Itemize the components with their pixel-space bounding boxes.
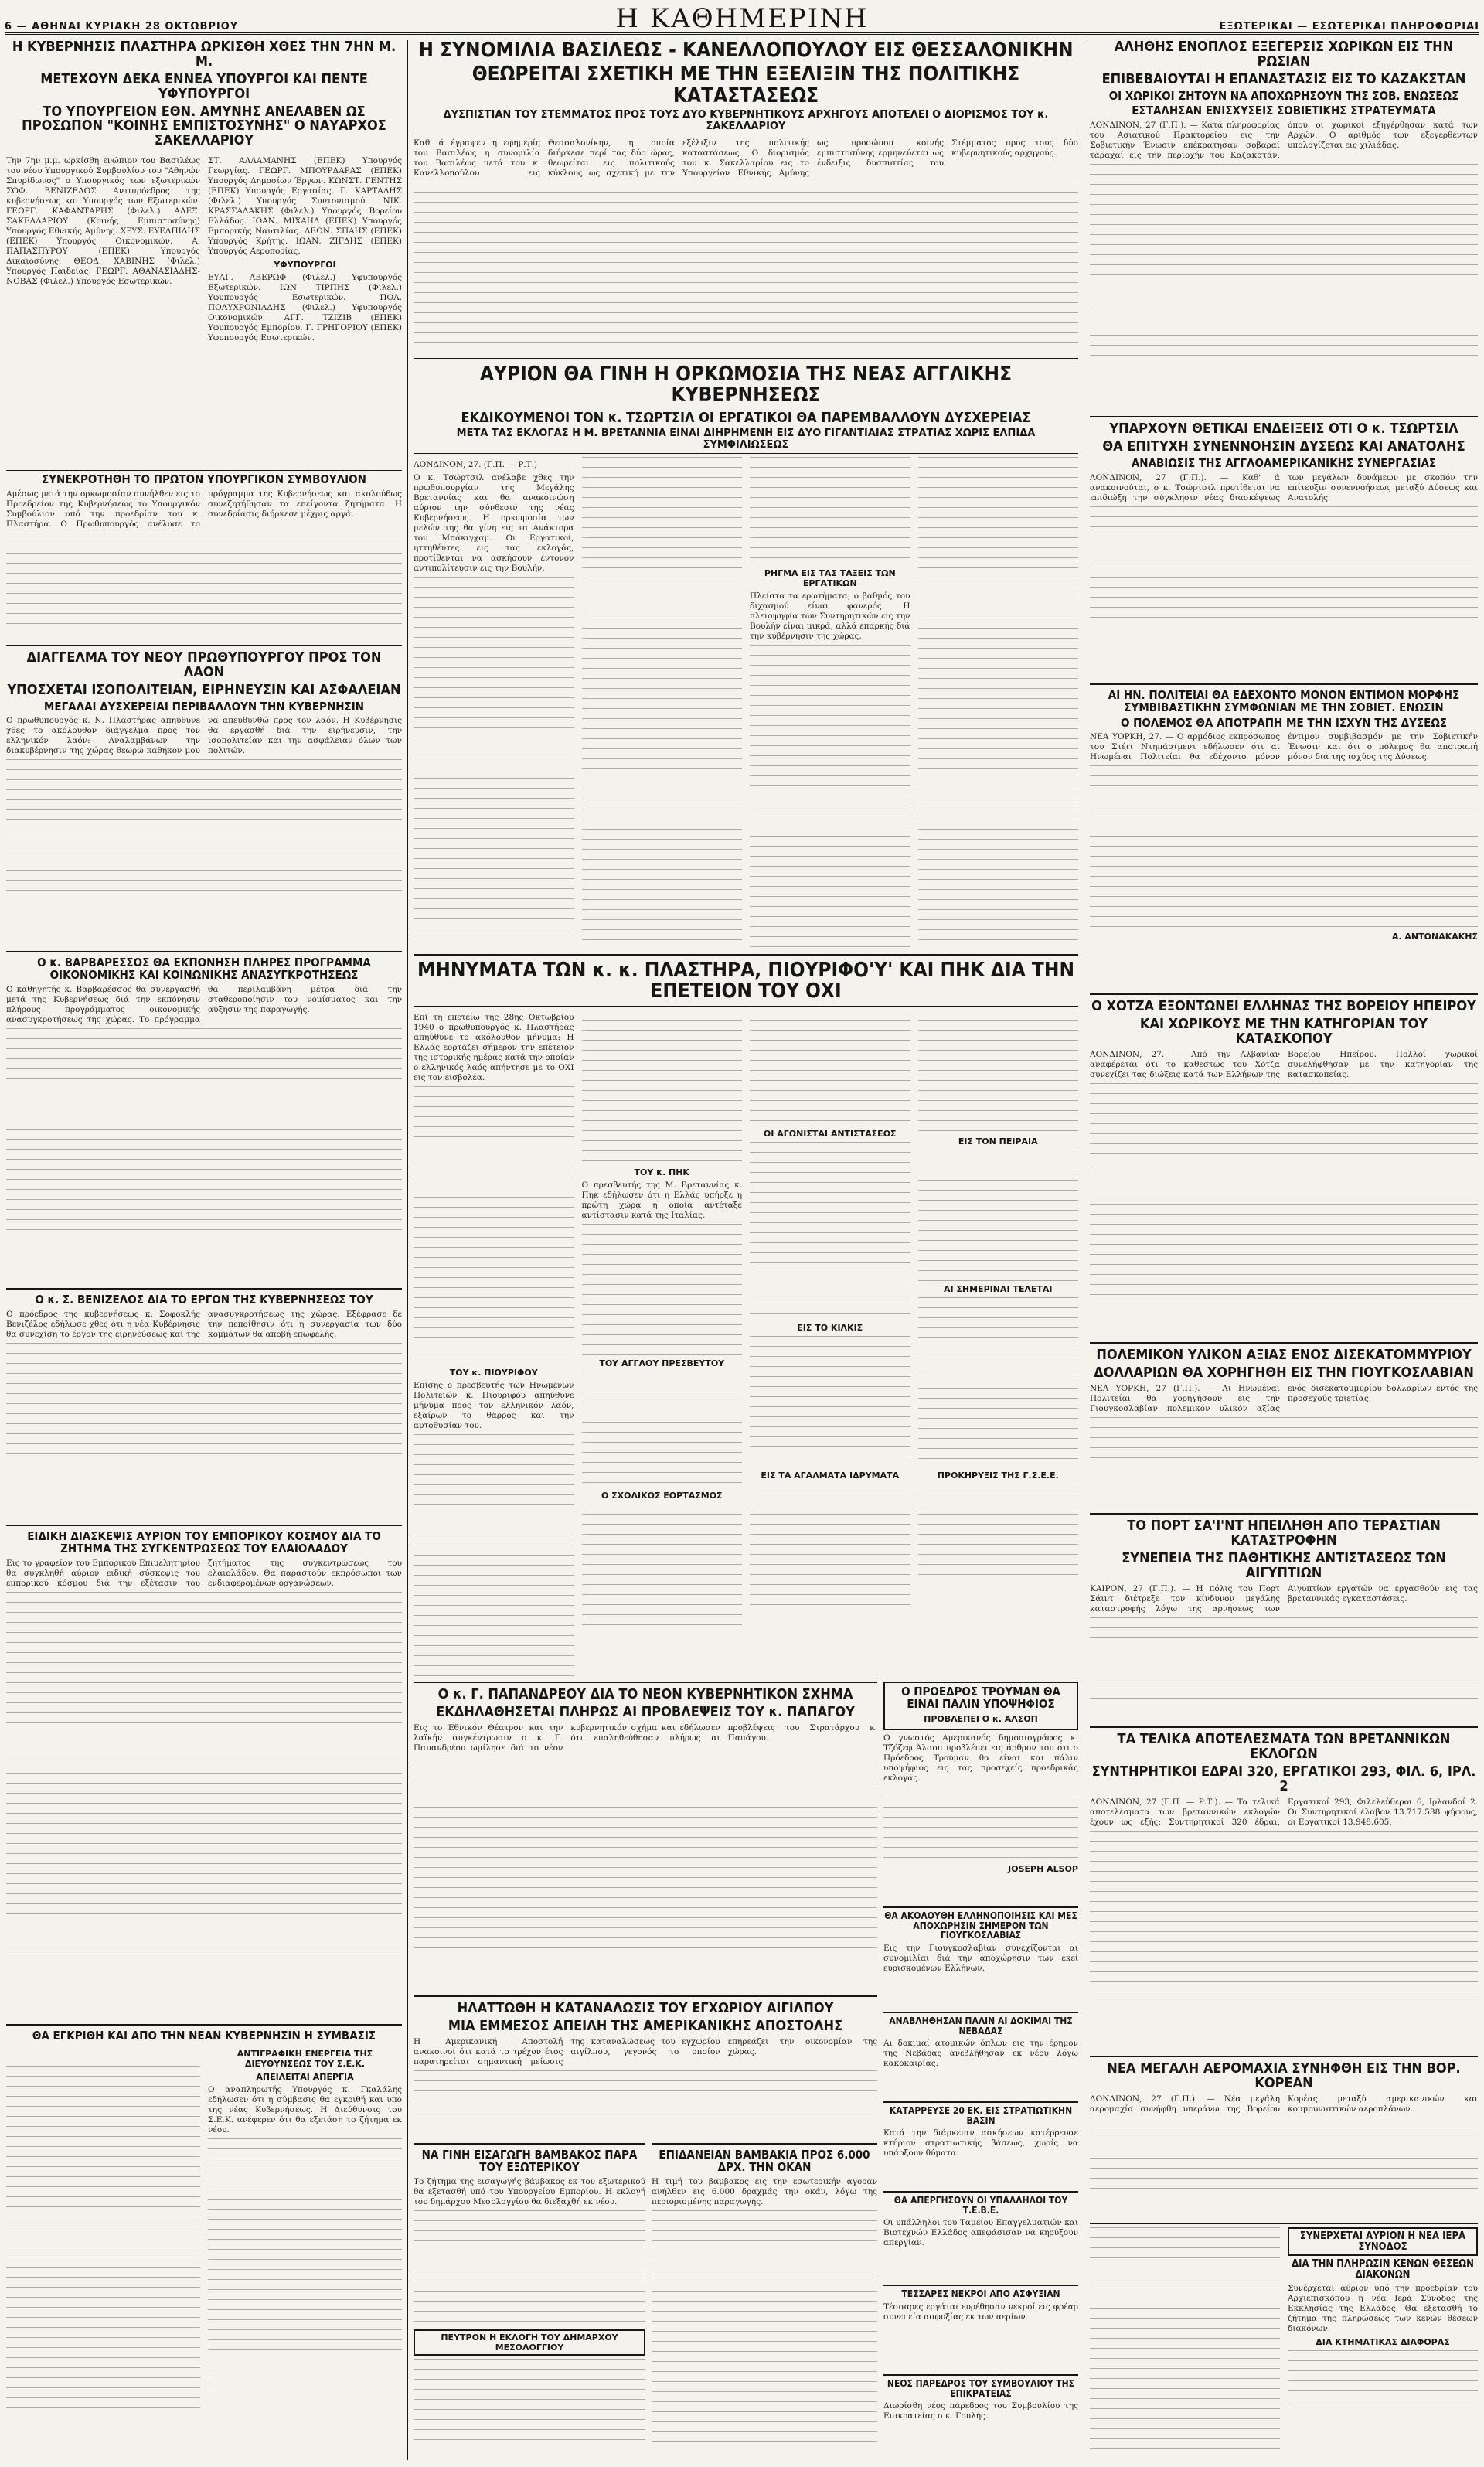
article-body: Τέσσαρες εργάται ευρέθησαν νεκροί εις φρέαρ συνεπεία ασφυξίας εκ των αερίων. <box>883 2302 1078 2322</box>
article-oxi-messages <box>414 954 1078 1677</box>
article-body: Ο πρόεδρος της κυβερνήσεως κ. Σοφοκλής Βενιζέλος εδήλωσε χθες ότι η νέα Κυβέρνησις θα συνεχίση το έργον της ειρηνεύσεως και της ανασυγκροτήσεως της χώρας. Εξέφρασε δε την πεποίθησιν ότι η συνεργασία των δύο κομμάτων θα αποβή επωφελής. <box>6 1309 402 1339</box>
text-block <box>6 1592 402 1963</box>
text-block <box>6 1028 402 1237</box>
headline: ΘΑ ΕΓΚΡΙΘΗ ΚΑΙ ΑΠΟ ΤΗΝ ΝΕΑΝ ΚΥΒΕΡΝΗΣΙΝ Η ΣΥΜΒΑΣΙΣ <box>32 2029 376 2043</box>
article-body: Πλείστα τα ερωτήματα, ο βαθμός του διχασμού είναι φανερός. Η πλειοψηφία των Συντηρητικών εις την Βουλήν είναι μικρά, αλλά επαρκής διά την κυβέρνησιν της χώρας. <box>750 591 910 642</box>
headline: Η ΚΥΒΕΡΝΗΣΙΣ ΠΛΑΣΤΗΡΑ ΩΡΚΙΣΘΗ ΧΘΕΣ ΤΗΝ 7ΗΝ Μ. Μ. <box>12 40 397 70</box>
subhead: ΤΟΥ ΑΓΓΛΟΥ ΠΡΕΣΒΕΥΤΟΥ <box>599 1358 725 1368</box>
text-block <box>1090 2227 1280 2452</box>
headline: ΤΟ ΥΠΟΥΡΓΕΙΟΝ ΕΘΝ. ΑΜΥΝΗΣ ΑΝΕΛΑΒΕΝ ΩΣ ΠΡΟΣΩΠΟΝ "ΚΟΙΝΗΣ ΕΜΠΙΣΤΟΣΥΝΗΣ" Ο ΝΑΥΑΡΧΟΣ ΣΑΚΕΛΛΑΡΙΟΥ <box>22 103 386 149</box>
article-body: Εις την Γιουγκοσλαβίαν συνεχίζονται αι συνομιλίαι διά την αποχώρησιν των εκεί ευρισκομένων Ελλήνων. <box>883 1943 1078 1973</box>
article-body: ΛΟΝΔΙΝΟΝ, 27 (Γ.Π.). — Κατά πληροφορίας του Ασιατικού Πρακτορείου εις την Σοβιετικήν Ένωσιν επέκρατησαν σοβαραί ταραχαί εις την περιοχήν του Καζακστάν, όπου οι χωρικοί εξηγέρθησαν κατά των Αρχών. Ο αριθμός των εξεγερθέντων υπολογίζεται εις χιλιάδας. <box>1090 121 1478 161</box>
text-block <box>750 1010 910 1126</box>
subhead: Ο ΣΧΟΛΙΚΟΣ ΕΟΡΤΑΣΜΟΣ <box>601 1490 723 1501</box>
headline: Ο κ. Σ. ΒΕΝΙΖΕΛΟΣ ΔΙΑ ΤΟ ΕΡΓΟΝ ΤΗΣ ΚΥΒΕΡΝΗΣΕΩΣ ΤΟΥ <box>35 1293 373 1307</box>
subhead: ΕΙΣ ΤΑ ΑΓΑΛΜΑΤΑ ΙΔΡΥΜΑΤΑ <box>761 1470 900 1481</box>
headline: ΤΟ ΠΟΡΤ ΣΑ'Ι'ΝΤ ΗΠΕΙΛΗΘΗ ΑΠΟ ΤΕΡΑΣΤΙΑΝ ΚΑΤΑΣΤΡΟΦΗΝ <box>1127 1518 1441 1549</box>
text-block <box>414 1434 574 1677</box>
article-body: ΕΥΑΓ. ΑΒΕΡΩΦ (Φιλελ.) Υφυπουργός Εξωτερικών. ΙΩΝ ΤΙΡΠΗΣ (Φιλελ.) Υφυπουργός Εσωτερικών. ΠΟΛ. ΠΟΛΥΧΡΟΝΙΑΔΗΣ (Φιλελ.) Υφυπουργός Οικονομικών. ΑΓΓ. ΤΖΙΖΙΒ (ΕΠΕΚ) Υφυπουργός Εμπορίου. Γ. ΓΡΗΓΟΡΙΟΥ (ΕΠΕΚ) Υφυπουργός Εσωτερικών. <box>208 273 402 343</box>
text-block <box>918 457 1079 949</box>
headline: ΚΑΤΑΡΡΕΥΣΕ 20 ΕΚ. ΕΙΣ ΣΤΡΑΤΙΩΤΙΚΗΝ ΒΑΣΙΝ <box>889 2105 1073 2126</box>
article-body: Διωρίσθη νέος πάρεδρος του Συμβουλίου της Επικρατείας ο κ. Γουλής. <box>883 2401 1078 2421</box>
article-papandreou <box>414 1682 877 1991</box>
headline: Ο κ. Γ. ΠΑΠΑΝΔΡΕΟΥ ΔΙΑ ΤΟ ΝΕΟΝ ΚΥΒΕΡΝΗΤΙΚΟΝ ΣΧΗΜΑ <box>437 1686 853 1702</box>
headline: ΟΙ ΧΩΡΙΚΟΙ ΖΗΤΟΥΝ ΝΑ ΑΠΟΧΩΡΗΣΟΥΝ ΤΗΣ ΣΟΒ. ΕΝΩΣΕΩΣ <box>1108 88 1459 103</box>
article-body: ΣΤ. ΑΛΛΑΜΑΝΗΣ (ΕΠΕΚ) Υπουργός Γεωργίας. ΓΕΩΡΓ. ΜΠΟΥΡΔΑΡΑΣ (ΕΠΕΚ) Υπουργός Δημοσίων Έργων. ΚΩΝΣΤ. ΓΕΝΤΗΣ (ΕΠΕΚ) Υπουργός Εργασίας. Γ. ΚΑΡΤΑΛΗΣ (Φιλελ.) Υπουργός Συντονισμού. ΝΙΚ. ΚΡΑΣΣΑΔΑΚΗΣ (Φιλελ.) Υπουργός Βορείου Ελλάδος. ΙΩΑΝ. ΜΙΧΑΗΛ (ΕΠΕΚ) Υπουργός Εμπορικής Ναυτιλίας. ΛΕΩΝ. ΣΠΑΗΣ (ΕΠΕΚ) Υπουργός Κρήτης. ΙΩΑΝ. ΖΙΓΔΗΣ (ΕΠΕΚ) Υπουργός Αεροπορίας. <box>208 156 402 257</box>
article-first-cabinet-meeting <box>6 470 402 640</box>
left-folio: 6 — ΑΘΗΝΑΙ ΚΥΡΙΑΚΗ 28 ΟΚΤΩΒΡΙΟΥ <box>5 21 239 32</box>
article-body: Ο κ. Τσώρτσιλ ανέλαβε χθες την πρωθυπουργίαν της Μεγάλης Βρεταννίας και θα ανακοινώση αύριον την σύνθεσιν της νέας Κυβερνήσεως. Η ορκωμοσία των μελών της θα γίνη εις τα Ανάκτορα του Μπάκιγχαμ. Οι Εργατικοί, ηττηθέντες εις τας εκλογάς, προτίθενται να ασκήσουν έντονον αντιπολίτευσιν εις την Βουλήν. <box>414 473 574 574</box>
text-block <box>6 533 402 625</box>
article-yugoslavia-aid <box>1090 1342 1478 1508</box>
article-varvaressos <box>6 951 402 1283</box>
headline: ΑΙ ΗΝ. ΠΟΛΙΤΕΙΑΙ ΘΑ ΕΔΕΧΟΝΤΟ ΜΟΝΟΝ ΕΝΤΙΜΟΝ ΜΟΡΦΗΣ ΣΥΜΒΙΒΑΣΤΙΚΗΝ ΣΥΜΦΩΝΙΑΝ ΜΕ ΤΗΝ ΣΟΒΙΕΤ. ΕΝΩΣΙΝ <box>1108 688 1460 714</box>
headline: Ο ΧΟΤΖΑ ΕΞΟΝΤΩΝΕΙ ΕΛΛΗΝΑΣ ΤΗΣ ΒΟΡΕΙΟΥ ΗΠΕΙΡΟΥ <box>1091 998 1476 1014</box>
article-venizelos <box>6 1288 402 1520</box>
headline: ΑΛΗΘΗΣ ΕΝΟΠΛΟΣ ΕΞΕΓΕΡΣΙΣ ΧΩΡΙΚΩΝ ΕΙΣ ΤΗΝ ΡΩΣΙΑΝ <box>1114 40 1454 70</box>
text-block <box>750 1142 910 1320</box>
article-british-cabinet <box>414 358 1078 949</box>
article-body: ΛΟΝΔΙΝΟΝ, 27 (Γ.Π. — Ρ.Τ.). — Τα τελικά αποτελέσματα των βρεταννικών εκλογών έχουν ως εξής: Συντηρητικοί 320 έδραι, Εργατικοί 293, Φιλελεύθεροι 6, Ιρλανδοί 2. Οι Συντηρητικοί έλαβον 13.717.538 ψήφους, οι Εργατικοί 13.948.605. <box>1090 1797 1478 1827</box>
text-block <box>1090 765 1478 932</box>
text-block <box>414 577 574 940</box>
article-body: Ο αναπληρωτής Υπουργός κ. Γκαλάλης εδήλωσεν ότι η σύμβασις θα εγκριθή και υπό της νέας Κυβερνήσεως. Η Διεύθυνσις του Σ.Ε.Κ. ανέφερεν ότι θα εξετάση το ζήτημα εκ νέου. <box>208 2084 402 2135</box>
article-body: Την 7ην μ.μ. ωρκίσθη ενώπιον του Βασιλέως του νέου Υπουργικού Συμβουλίου του "Αθηνών Σπυρίδωνος" ο Υπουργικός των εξωτερικών ΣΟΦ. ΒΕΝΙΖΕΛΟΣ Αντιπρόεδρος της κυβερνήσεως και Υπουργός των Εξωτερικών. ΓΕΩΡΓ. ΚΑΦΑΝΤΑΡΗΣ (Φιλελ.) ΑΛΕΞ. ΣΑΚΕΛΛΑΡΙΟΥ (Κοινής Εμπιστοσύνης) Υπουργός Εθνικής Αμύνης. ΧΡΥΣ. ΕΥΕΛΠΙΔΗΣ (ΕΠΕΚ) Υπουργός Οικονομικών. Α. ΠΑΠΑΣΠΥΡΟΥ (ΕΠΕΚ) Υπουργός Δικαιοσύνης. ΘΕΟΔ. ΧΑΒΙΝΗΣ (Φιλελ.) Υπουργός Παιδείας. ΓΕΩΡΓ. ΑΘΑΝΑΣΙΑΔΗΣ-ΝΟΒΑΣ (Φιλελ.) Υπουργός Εσωτερικών. <box>6 156 200 287</box>
byline: JOSEPH ALSOP <box>1008 1863 1078 1874</box>
article-port-said <box>1090 1513 1478 1722</box>
article-body: Εις το Εθνικόν Θέατρον και την λαϊκήν συγκέντρωσιν ο κ. Γ. Παπανδρέου ωμίλησε διά το νέον κυβερνητικόν σχήμα και εδήλωσεν ότι επαληθεύθησαν πλήρως αι προβλέψεις του Στρατάρχου κ. Παπάγου. <box>414 1722 877 1753</box>
headline: Ο ΠΡΟΕΔΡΟΣ ΤΡΟΥΜΑΝ ΘΑ ΕΙΝΑΙ ΠΑΛΙΝ ΥΠΟΨΗΦΙΟΣ <box>901 1685 1060 1711</box>
article-council-of-state <box>883 2374 1078 2460</box>
article-asphyxia <box>883 2285 1078 2370</box>
text-block <box>414 2210 645 2326</box>
article-body: Η τιμή του βάμβακος εις την εσωτερικήν αγοράν ανήλθεν εις 6.000 δραχμάς την οκάν, λόγω της περιορισμένης παραγωγής. <box>652 2176 877 2206</box>
article-body: ΚΑΙΡΟΝ, 27 (Γ.Π.). — Η πόλις του Πορτ Σάιντ διέτρεξε τον κίνδυνον μεγάλης καταστροφής λόγω της αρνήσεως των Αιγυπτίων εργατών να εργασθούν εις τας βρεταννικάς εγκαταστάσεις. <box>1090 1583 1478 1613</box>
text-block <box>6 1343 402 1474</box>
article-military-base <box>883 2101 1078 2186</box>
subhead: ΑΠΕΙΛΕΙΤΑΙ ΑΠΕΡΓΙΑ <box>256 2071 354 2082</box>
article-body: Καθ' ά έγραψεν η εφημερίς του Βασιλέως η συνομιλία του Βασιλέως μετά του κ. Κανελλοπούλου εις Θεσσαλονίκην, η οποία διήρκεσε περί τας δύο ώρας, θεωρείται εις πολιτικούς κύκλους ως σχετική με την εξέλιξιν της πολιτικής καταστάσεως. Ο διορισμός του κ. Σακελλαρίου εις το Υπουργείον Εθνικής Αμύνης ως προσώπου κοινής εμπιστοσύνης ερμηνεύεται ως ένδειξις δυσπιστίας του Στέμματος προς τους δύο κυβερνητικούς αρχηγούς. <box>414 138 1078 178</box>
subhead: ΠΡΟΚΗΡΥΞΙΣ ΤΗΣ Γ.Σ.Ε.Ε. <box>937 1470 1059 1481</box>
headline: ΕΚΔΙΚΟΥΜΕΝΟΙ ΤΟΝ κ. ΤΣΩΡΤΣΙΛ ΟΙ ΕΡΓΑΤΙΚΟΙ ΘΑ ΠΑΡΕΜΒΑΛΛΟΥΝ ΔΥΣΧΕΡΕΙΑΣ <box>461 409 1031 426</box>
headline: ΥΠΟΣΧΕΤΑΙ ΙΣΟΠΟΛΙΤΕΙΑΝ, ΕΙΡΗΝΕΥΣΙΝ ΚΑΙ ΑΣΦΑΛΕΙΑΝ <box>7 681 401 698</box>
headline: ΣΥΝΕΚΡΟΤΗΘΗ ΤΟ ΠΡΩΤΟΝ ΥΠΟΥΡΓΙΚΟΝ ΣΥΜΒΟΥΛΙΟΝ <box>42 472 366 486</box>
text-block <box>1090 164 1478 357</box>
headline: ΥΠΑΡΧΟΥΝ ΘΕΤΙΚΑΙ ΕΝΔΕΙΞΕΙΣ ΟΤΙ Ο κ. ΤΣΩΡΤΣΙΛ <box>1109 421 1458 437</box>
article-body: Αμέσως μετά την ορκωμοσίαν συνήλθεν εις το Προεδρείον της Κυβερνήσεως το Υπουργικόν Συμβούλιον υπό την προεδρίαν του κ. Πλαστήρα. Ο Πρωθυπουργός ανέλυσε το πρόγραμμα της Κυβερνήσεως και ακολούθως συνεζητήθησαν τα επείγοντα ζητήματα. Η συνεδρίασις διήρκεσε μέχρις αργά. <box>6 489 402 529</box>
headline: ΣΥΝΤΗΡΗΤΙΚΟΙ ΕΔΡΑΙ 320, ΕΡΓΑΤΙΚΟΙ 293, ΦΙΛ. 6, ΙΡΛ. 2 <box>1091 1763 1476 1794</box>
byline: Α. ΑΝΤΩΝΑΚΑΚΗΣ <box>1391 932 1478 942</box>
subhead: ΑΝΤΙΓΡΑΦΙΚΗ ΕΝΕΡΓΕΙΑ ΤΗΣ ΔΙΕΥΘΥΝΣΕΩΣ ΤΟΥ Σ.Ε.Κ. <box>237 2048 373 2069</box>
deck: ΔΥΣΠΙΣΤΙΑΝ ΤΟΥ ΣΤΕΜΜΑΤΟΣ ΠΡΟΣ ΤΟΥΣ ΔΥΟ ΚΥΒΕΡΝΗΤΙΚΟΥΣ ΑΡΧΗΓΟΥΣ ΑΠΟΤΕΛΕΙ Ο ΔΙΟΡΙΣΜΟΣ ΤΟΥ κ. ΣΑΚΕΛΛΑΡΙΟΥ <box>443 108 1049 132</box>
deck: ΜΕΤΑ ΤΑΣ ΕΚΛΟΓΑΣ Η Μ. ΒΡΕΤΑΝΝΙΑ ΕΙΝΑΙ ΔΙΗΡΗΜΕΝΗ ΕΙΣ ΔΥΟ ΓΙΓΑΝΤΙΑΙΑΣ ΣΤΡΑΤΙΑΣ ΧΩΡΙΣ ΕΛΠΙΔΑ ΣΥΜΦΙΛΙΩΣΕΩΣ <box>456 428 1036 451</box>
article-body: Ο πρωθυπουργός κ. Ν. Πλαστήρας απηύθυνε χθες το ακόλουθον διάγγελμα προς τον ελληνικόν λαόν: Αναλαμβάνων την διακυβέρνησιν της χώρας θεωρώ καθήκον μου να απευθυνθώ προς τον λαόν. Η Κυβέρνησις θα εργασθή διά την ειρήνευσιν, την ισοπολιτείαν και την ασφάλειαν όλων των πολιτών. <box>6 716 402 756</box>
headline: ΕΙΔΙΚΗ ΔΙΑΣΚΕΨΙΣ ΑΥΡΙΟΝ ΤΟΥ ΕΜΠΟΡΙΚΟΥ ΚΟΣΜΟΥ ΔΙΑ ΤΟ ΖΗΤΗΜΑ ΤΗΣ ΣΥΓΚΕΝΤΡΩΣΕΩΣ ΤΟΥ ΕΛΑΙΟΛΑΔΟΥ <box>27 1529 381 1556</box>
headline: ΣΥΝΕΠΕΙΑ ΤΗΣ ΠΑΘΗΤΙΚΗΣ ΑΝΤΙΣΤΑΣΕΩΣ ΤΩΝ ΑΙΓΥΠΤΙΩΝ <box>1122 1549 1446 1581</box>
text-block <box>6 759 402 891</box>
article-uk-election-results <box>1090 1726 1478 2051</box>
masthead <box>5 5 1479 35</box>
article-churchill-east-west <box>1090 416 1478 679</box>
headline: ΣΥΝΕΡΧΕΤΑΙ ΑΥΡΙΟΝ Η ΝΕΑ ΙΕΡΑ ΣΥΝΟΔΟΣ <box>1299 2230 1466 2253</box>
article-yugoslavia-greeks <box>883 1906 1078 2007</box>
column-rule <box>407 40 408 2460</box>
headline: Ο κ. ΒΑΡΒΑΡΕΣΣΟΣ ΘΑ ΕΚΠΟΝΗΣΗ ΠΛΗΡΕΣ ΠΡΟΓΡΑΜΜΑ ΟΙΚΟΝΟΜΙΚΗΣ ΚΑΙ ΚΟΙΝΩΝΙΚΗΣ ΑΝΑΣΥΓΚΡΟΤΗΣΕΩΣ <box>37 956 371 982</box>
article-body: Συνέρχεται αύριον υπό την προεδρίαν του Αρχιεπισκόπου η νέα Ιερά Σύνοδος της Εκκλησίας της Ελλάδος. Θα εξετασθή το ζήτημα της πληρώσεως των κενών θέσεων διακόνων. <box>1288 2283 1478 2333</box>
text-block <box>652 2210 877 2442</box>
headline: ΝΑ ΓΙΝΗ ΕΙΣΑΓΩΓΗ ΒΑΜΒΑΚΟΣ ΠΑΡΑ ΤΟΥ ΕΞΩΤΕΡΙΚΟΥ <box>421 2148 638 2174</box>
text-block <box>1090 1831 1478 2032</box>
text-block <box>1090 1083 1478 1300</box>
article-cabinet-sworn <box>6 40 402 465</box>
article-body: Αι δοκιμαί ατομικών όπλων εις την έρημον της Νεβάδας ανεβλήθησαν εκ νέου λόγω κακοκαιρίας. <box>883 2039 1078 2069</box>
headline: ΘΕΩΡΕΙΤΑΙ ΣΧΕΤΙΚΗ ΜΕ ΤΗΝ ΕΞΕΛΙΞΙΝ ΤΗΣ ΠΟΛΙΤΙΚΗΣ ΚΑΤΑΣΤΑΣΕΩΣ <box>471 63 1020 107</box>
article-body: Κατά την διάρκειαν ασκήσεων κατέρρευσε κτήριον στρατιωτικής βάσεως, χωρίς να υπάρξουν θύματα. <box>883 2128 1078 2159</box>
headline: ΜΙΑ ΕΜΜΕΣΟΣ ΑΠΕΙΛΗ ΤΗΣ ΑΜΕΡΙΚΑΝΙΚΗΣ ΑΠΟΣΤΟΛΗΣ <box>448 2017 843 2034</box>
text-block <box>414 1757 877 1958</box>
text-block <box>414 182 1078 348</box>
headline: ΕΠΙΔΑΝΕΙΑΝ ΒΑΜΒΑΚΙΑ ΠΡΟΣ 6.000 ΔΡΧ. ΤΗΝ ΟΚΑΝ <box>659 2148 870 2174</box>
text-block <box>918 1297 1079 1467</box>
article-body: Η Αμερικανική Αποστολή ανακοινοί ότι κατά το τρέχον έτος παρατηρείται σημαντική μείωσις της καταναλώσεως του εγχωρίου αιγίλπου, γεγονός το οποίον επηρεάζει την οικονομίαν της χώρας. <box>414 2036 877 2067</box>
dateline: ΛΟΝΔΙΝΟΝ, 27. (Γ.Π. — Ρ.Τ.) <box>414 460 538 470</box>
article-body: Εις το γραφείον του Εμπορικού Επιμελητηρίου θα συγκληθή αύριον ειδική σύσκεψις του εμπορικού κόσμου διά την εξέτασιν του ζητήματος της συγκεντρώσεως του ελαιολάδου. Θα παραστούν εκπρόσωποι των ενδιαφερομένων οργανώσεων. <box>6 1558 402 1588</box>
article-hoxha <box>1090 993 1478 1337</box>
headline: ΤΕΣΣΑΡΕΣ ΝΕΚΡΟΙ ΑΠΟ ΑΣΦΥΞΙΑΝ <box>901 2288 1060 2299</box>
text-block <box>1090 1617 1478 1702</box>
headline: ΔΙΑΓΓΕΛΜΑ ΤΟΥ ΝΕΟΥ ΠΡΩΘΥΠΟΥΡΓΟΥ ΠΡΟΣ ΤΟΝ ΛΑΟΝ <box>26 649 382 680</box>
subhead: ΤΟΥ κ. ΠΙΟΥΡΙΦΟΥ <box>449 1367 538 1378</box>
headline: ΕΠΙΒΕΒΑΙΟΥΤΑΙ Η ΕΠΑΝΑΣΤΑΣΙΣ ΕΙΣ ΤΟ ΚΑΖΑΚΣΤΑΝ <box>1101 70 1466 87</box>
subhead: ΕΙΣ ΤΟΝ ΠΕΙΡΑΙΑ <box>958 1136 1038 1147</box>
headline: ΘΑ ΑΚΟΛΟΥΘΗ ΕΛΛΗΝΟΠΟΙΗΣΙΣ ΚΑΙ ΜΕΣ ΑΠΟΧΩΡΗΣΙΝ ΣΗΜΕΡΟΝ ΤΩΝ ΓΙΟΥΓΚΟΣΛΑΒΙΑΣ <box>884 1910 1077 1941</box>
text-block <box>208 2138 402 2394</box>
text-block <box>414 2359 645 2444</box>
headline: ΜΗΝΥΜΑΤΑ ΤΩΝ κ. κ. ΠΛΑΣΤΗΡΑ, ΠΙΟΥΡΙΦΟ'Υ' ΚΑΙ ΠΗΚ ΔΙΑ ΤΗΝ ΕΠΕΤΕΙΟΝ ΤΟΥ ΟΧΙ <box>417 959 1075 1003</box>
text-block <box>414 1086 574 1365</box>
headline: ΘΑ ΕΠΙΤΥΧΗ ΣΥΝΕΝΝΟΗΣΙΝ ΔΥΣΕΩΣ ΚΑΙ ΑΝΑΤΟΛΗΣ <box>1102 438 1465 455</box>
text-block <box>750 1484 910 1607</box>
headline: ΑΝΑΒΙΩΣΙΣ ΤΗΣ ΑΓΓΛΟΑΜΕΡΙΚΑΝΙΚΗΣ ΣΥΝΕΡΓΑΣΙΑΣ <box>1131 455 1437 470</box>
subhead: ΠΡΟΒΛΕΠΕΙ Ο κ. ΑΛΣΟΠ <box>924 1713 1038 1724</box>
subhead: ΥΦΥΠΟΥΡΓΟΙ <box>274 260 336 271</box>
text-block <box>582 457 743 949</box>
article-kazakhstan <box>1090 40 1478 411</box>
article-body: Επί τη επετείω της 28ης Οκτωβρίου 1940 ο πρωθυπουργός κ. Πλαστήρας απηύθυνε το ακόλουθον μήνυμα: Η Ελλάς εορτάζει σήμερον την επέτειον της ιστορικής ημέρας κατά την οποίαν ο ελληνικός λαός απήντησε με το ΟΧΙ εις τον εισβολέα. <box>414 1012 574 1082</box>
article-olive-oil <box>6 1525 402 2019</box>
headline: ΜΕΓΑΛΑΙ ΔΥΣΧΕΡΕΙΑΙ ΠΕΡΙΒΑΛΛΟΥΝ ΤΗΝ ΚΥΒΕΡΝΗΣΙΝ <box>43 699 365 714</box>
text-block <box>1090 2118 1478 2195</box>
text-block <box>750 1336 910 1467</box>
text-block <box>582 1504 743 1627</box>
text-block <box>918 1010 1079 1133</box>
article-tebe-strike <box>883 2191 1078 2280</box>
subhead: ΕΙΣ ΤΟ ΚΙΛΚΙΣ <box>797 1322 863 1333</box>
article-nevada <box>883 2012 1078 2097</box>
headline: ΔΟΛΛΑΡΙΩΝ ΘΑ ΧΟΡΗΓΗΘΗ ΕΙΣ ΤΗΝ ΓΙΟΥΓΚΟΣΛΑΒΙΑΝ <box>1094 1364 1474 1381</box>
article-pm-address <box>6 645 402 946</box>
text-block <box>918 1150 1079 1281</box>
article-cotton-price <box>652 2143 877 2460</box>
right-folio: ΕΞΩΤΕΡΙΚΑΙ — ΕΣΩΤΕΡΙΚΑΙ ΠΛΗΡΟΦΟΡΙΑΙ <box>1219 21 1479 32</box>
text-block <box>1090 506 1478 622</box>
text-block <box>414 2070 877 2117</box>
subhead: ΟΙ ΑΓΩΝΙΣΤΑΙ ΑΝΤΙΣΤΑΣΕΩΣ <box>763 1128 897 1139</box>
text-block <box>582 1224 743 1355</box>
subhead: ΠΕΥΤΡΟΝ Η ΕΚΛΟΓΗ ΤΟΥ ΔΗΜΑΡΧΟΥ ΜΕΣΟΛΟΓΓΙΟΥ <box>414 2329 645 2356</box>
text-block <box>750 457 910 565</box>
text-block <box>1288 2350 1478 2420</box>
headline: ΘΑ ΑΠΕΡΓΗΣΟΥΝ ΟΙ ΥΠΑΛΛΗΛΟΙ ΤΟΥ Τ.Ε.Β.Ε. <box>893 2195 1068 2216</box>
article-contract <box>6 2024 402 2461</box>
subhead: ΡΗΓΜΑ ΕΙΣ ΤΑΣ ΤΑΞΕΙΣ ΤΩΝ ΕΡΓΑΤΙΚΩΝ <box>764 568 896 589</box>
article-korea-air-battle <box>1090 2056 1478 2218</box>
article-body: Ο γνωστός Αμερικανός δημοσιογράφος κ. Τζόζεφ Άλσοπ προβλέπει εις άρθρον του ότι ο Πρόεδρος Τρούμαν θα είναι και πάλιν υποψήφιος εις τας προσεχείς προεδρικάς εκλογάς. <box>883 1733 1078 1783</box>
article-holy-synod <box>1090 2223 1478 2460</box>
article-body: ΝΕΑ ΥΟΡΚΗ, 27 (Γ.Π.). — Αι Ηνωμέναι Πολιτείαι θα χορηγήσουν εις την Γιουγκοσλαβίαν πολεμικόν υλικόν αξίας ενός δισεκατομμυρίου δολλαρίων εντός της προσεχούς τριετίας. <box>1090 1383 1478 1413</box>
headline: ΕΣΤΑΛΗΣΑΝ ΕΝΙΣΧΥΣΕΙΣ ΣΟΒΙΕΤΙΚΗΣ ΣΤΡΑΤΕΥΜΑΤΑ <box>1132 104 1436 118</box>
newspaper-title: Η ΚΑΘΗΜΕΡΙΝΗ <box>615 3 869 34</box>
text-block <box>582 1372 743 1487</box>
article-cotton-import <box>414 2143 645 2460</box>
article-body: Επίσης ο πρεσβευτής των Ηνωμένων Πολιτειών κ. Πιουριφόυ απηύθυνε μήνυμα προς τον ελληνικόν λαόν, εξαίρων το θάρρος και την αυτοθυσίαν του. <box>414 1380 574 1430</box>
headline: ΤΑ ΤΕΛΙΚΑ ΑΠΟΤΕΛΕΣΜΑΤΑ ΤΩΝ ΒΡΕΤΑΝΝΙΚΩΝ ΕΚΛΟΓΩΝ <box>1117 1731 1451 1762</box>
headline: ΠΟΛΕΜΙΚΟΝ ΥΛΙΚΟΝ ΑΞΙΑΣ ΕΝΟΣ ΔΙΣΕΚΑΤΟΜΜΥΡΙΟΥ <box>1096 1347 1472 1363</box>
article-truman <box>883 1682 1078 1902</box>
headline: Ο ΠΟΛΕΜΟΣ ΘΑ ΑΠΟΤΡΑΠΗ ΜΕ ΤΗΝ ΙΣΧΥΝ ΤΗΣ ΔΥΣΕΩΣ <box>1120 715 1448 730</box>
article-body: Ο καθηγητής κ. Βαρβαρέσσος θα συνεργασθή μετά της Κυβερνήσεως διά την εκπόνησιν πλήρους προγράμματος οικονομικής ανασυγκροτήσεως της χώρας. Το πρόγραμμα θα περιλαμβάνη μέτρα διά την σταθεροποίησιν του νομίσματος και την αύξησιν της παραγωγής. <box>6 984 402 1024</box>
article-aigilps <box>414 1995 877 2138</box>
subhead: ΔΙΑ ΚΤΗΜΑΤΙΚΑΣ ΔΙΑΦΟΡΑΣ <box>1316 2336 1450 2347</box>
subhead: ΤΟΥ κ. ΠΗΚ <box>634 1167 689 1177</box>
headline: ΝΕΟΣ ΠΑΡΕΔΡΟΣ ΤΟΥ ΣΥΜΒΟΥΛΙΟΥ ΤΗΣ ΕΠΙΚΡΑΤΕΙΑΣ <box>887 2378 1075 2399</box>
text-block <box>1090 1417 1478 1464</box>
headline: ΗΛΑΤΤΩΘΗ Η ΚΑΤΑΝΑΛΩΣΙΣ ΤΟΥ ΕΓΧΩΡΙΟΥ ΑΙΓΙΛΠΟΥ <box>457 2000 834 2016</box>
article-body: ΛΟΝΔΙΝΟΝ, 27. — Από την Αλβανίαν αναφέρεται ότι το καθεστώς του Χότζα συνεχίζει τας διώξεις κατά των Ελλήνων της Βορείου Ηπείρου. Πολλοί χωρικοί συνελήφθησαν με την κατηγορίαν της κατασκοπείας. <box>1090 1049 1478 1079</box>
headline: ΜΕΤΕΧΟΥΝ ΔΕΚΑ ΕΝΝΕΑ ΥΠΟΥΡΓΟΙ ΚΑΙ ΠΕΝΤΕ ΥΦΥΠΟΥΡΓΟΙ <box>40 70 368 102</box>
text-block <box>6 2046 200 2409</box>
headline: Η ΣΥΝΟΜΙΛΙΑ ΒΑΣΙΛΕΩΣ - ΚΑΝΕΛΛΟΠΟΥΛΟΥ ΕΙΣ ΘΕΣΣΑΛΟΝΙΚΗΝ <box>418 40 1074 62</box>
headline: ΑΝΑΒΛΗΘΗΣΑΝ ΠΑΛΙΝ ΑΙ ΔΟΚΙΜΑΙ ΤΗΣ ΝΕΒΑΔΑΣ <box>889 2016 1073 2036</box>
headline: ΝΕΑ ΜΕΓΑΛΗ ΑΕΡΟΜΑΧΙΑ ΣΥΝΗΦΘΗ ΕΙΣ ΤΗΝ ΒΟΡ. ΚΟΡΕΑΝ <box>1107 2060 1461 2091</box>
article-king-kanellopoulos <box>414 40 1078 353</box>
article-body: Ο πρεσβευτής της Μ. Βρεταννίας κ. Πηκ εδήλωσεν ότι η Ελλάς υπήρξε η πρώτη χώρα η οποία αντέταξε αντίστασιν κατά της Ιταλίας. <box>581 1180 742 1220</box>
article-body: ΛΟΝΔΙΝΟΝ, 27 (Γ.Π.). — Καθ' ά ανακοινούται, ο κ. Τσώρτσιλ προτίθεται να επιδιώξη την σύγκλησιν νέας διασκέψεως των μεγάλων δυνάμεων με σκοπόν την επίτευξιν συνεννοήσεως μεταξύ Δύσεως και Ανατολής. <box>1090 472 1478 503</box>
headline: ΕΚΔΗΛΑΘΗΣΕΤΑΙ ΠΛΗΡΩΣ ΑΙ ΠΡΟΒΛΕΨΕΙΣ ΤΟΥ κ. ΠΑΠΑΓΟΥ <box>436 1703 855 1720</box>
text-block <box>582 1010 743 1164</box>
text-block <box>918 1484 1079 1584</box>
subhead: ΑΙ ΣΗΜΕΡΙΝΑΙ ΤΕΛΕΤΑΙ <box>943 1283 1053 1294</box>
headline: ΔΙΑ ΤΗΝ ΠΛΗΡΩΣΙΝ ΚΕΝΩΝ ΘΕΣΕΩΝ ΔΙΑΚΟΝΩΝ <box>1292 2258 1474 2281</box>
article-body: Οι υπάλληλοι του Ταμείου Επαγγελματιών και Βιοτεχνών Ελλάδος απεφάσισαν να κηρύξουν απεργίαν. <box>883 2218 1078 2248</box>
text-block <box>883 1787 1078 1864</box>
article-body: ΝΕΑ ΥΟΡΚΗ, 27. — Ο αρμόδιος εκπρόσωπος του Στέιτ Ντηπάρτμεντ εδήλωσεν ότι αι Ηνωμέναι Πολιτείαι θα εδέχοντο μόνον έντιμον συμβιβασμόν με την Σοβιετικήν Ένωσιν και ότι ο πόλεμος θα αποτραπή μόνον διά της ισχύος της Δύσεως. <box>1090 732 1478 762</box>
headline: ΚΑΙ ΧΩΡΙΚΟΥΣ ΜΕ ΤΗΝ ΚΑΤΗΓΟΡΙΑΝ ΤΟΥ ΚΑΤΑΣΚΟΠΟΥ <box>1139 1015 1428 1047</box>
article-body: ΛΟΝΔΙΝΟΝ, 27 (Γ.Π.). — Νέα μεγάλη αερομαχία συνήφθη υπεράνω της Βορείου Κορέας μεταξύ αμερικανικών και κομμουνιστικών αεροπλάνων. <box>1090 2094 1478 2114</box>
article-body: Το ζήτημα της εισαγωγής βάμβακος εκ του εξωτερικού θα εξετασθή υπό του Υπουργείου Εμπορίου. Η εκλογή του δημάρχου Μεσολογγίου θα διεξαχθή εκ νέου. <box>414 2176 645 2206</box>
headline: ΑΥΡΙΟΝ ΘΑ ΓΙΝΗ Η ΟΡΚΩΜΟΣΙΑ ΤΗΣ ΝΕΑΣ ΑΓΓΛΙΚΗΣ ΚΥΒΕΡΝΗΣΕΩΣ <box>479 363 1013 407</box>
text-block <box>750 645 910 949</box>
article-us-soviet <box>1090 683 1478 989</box>
